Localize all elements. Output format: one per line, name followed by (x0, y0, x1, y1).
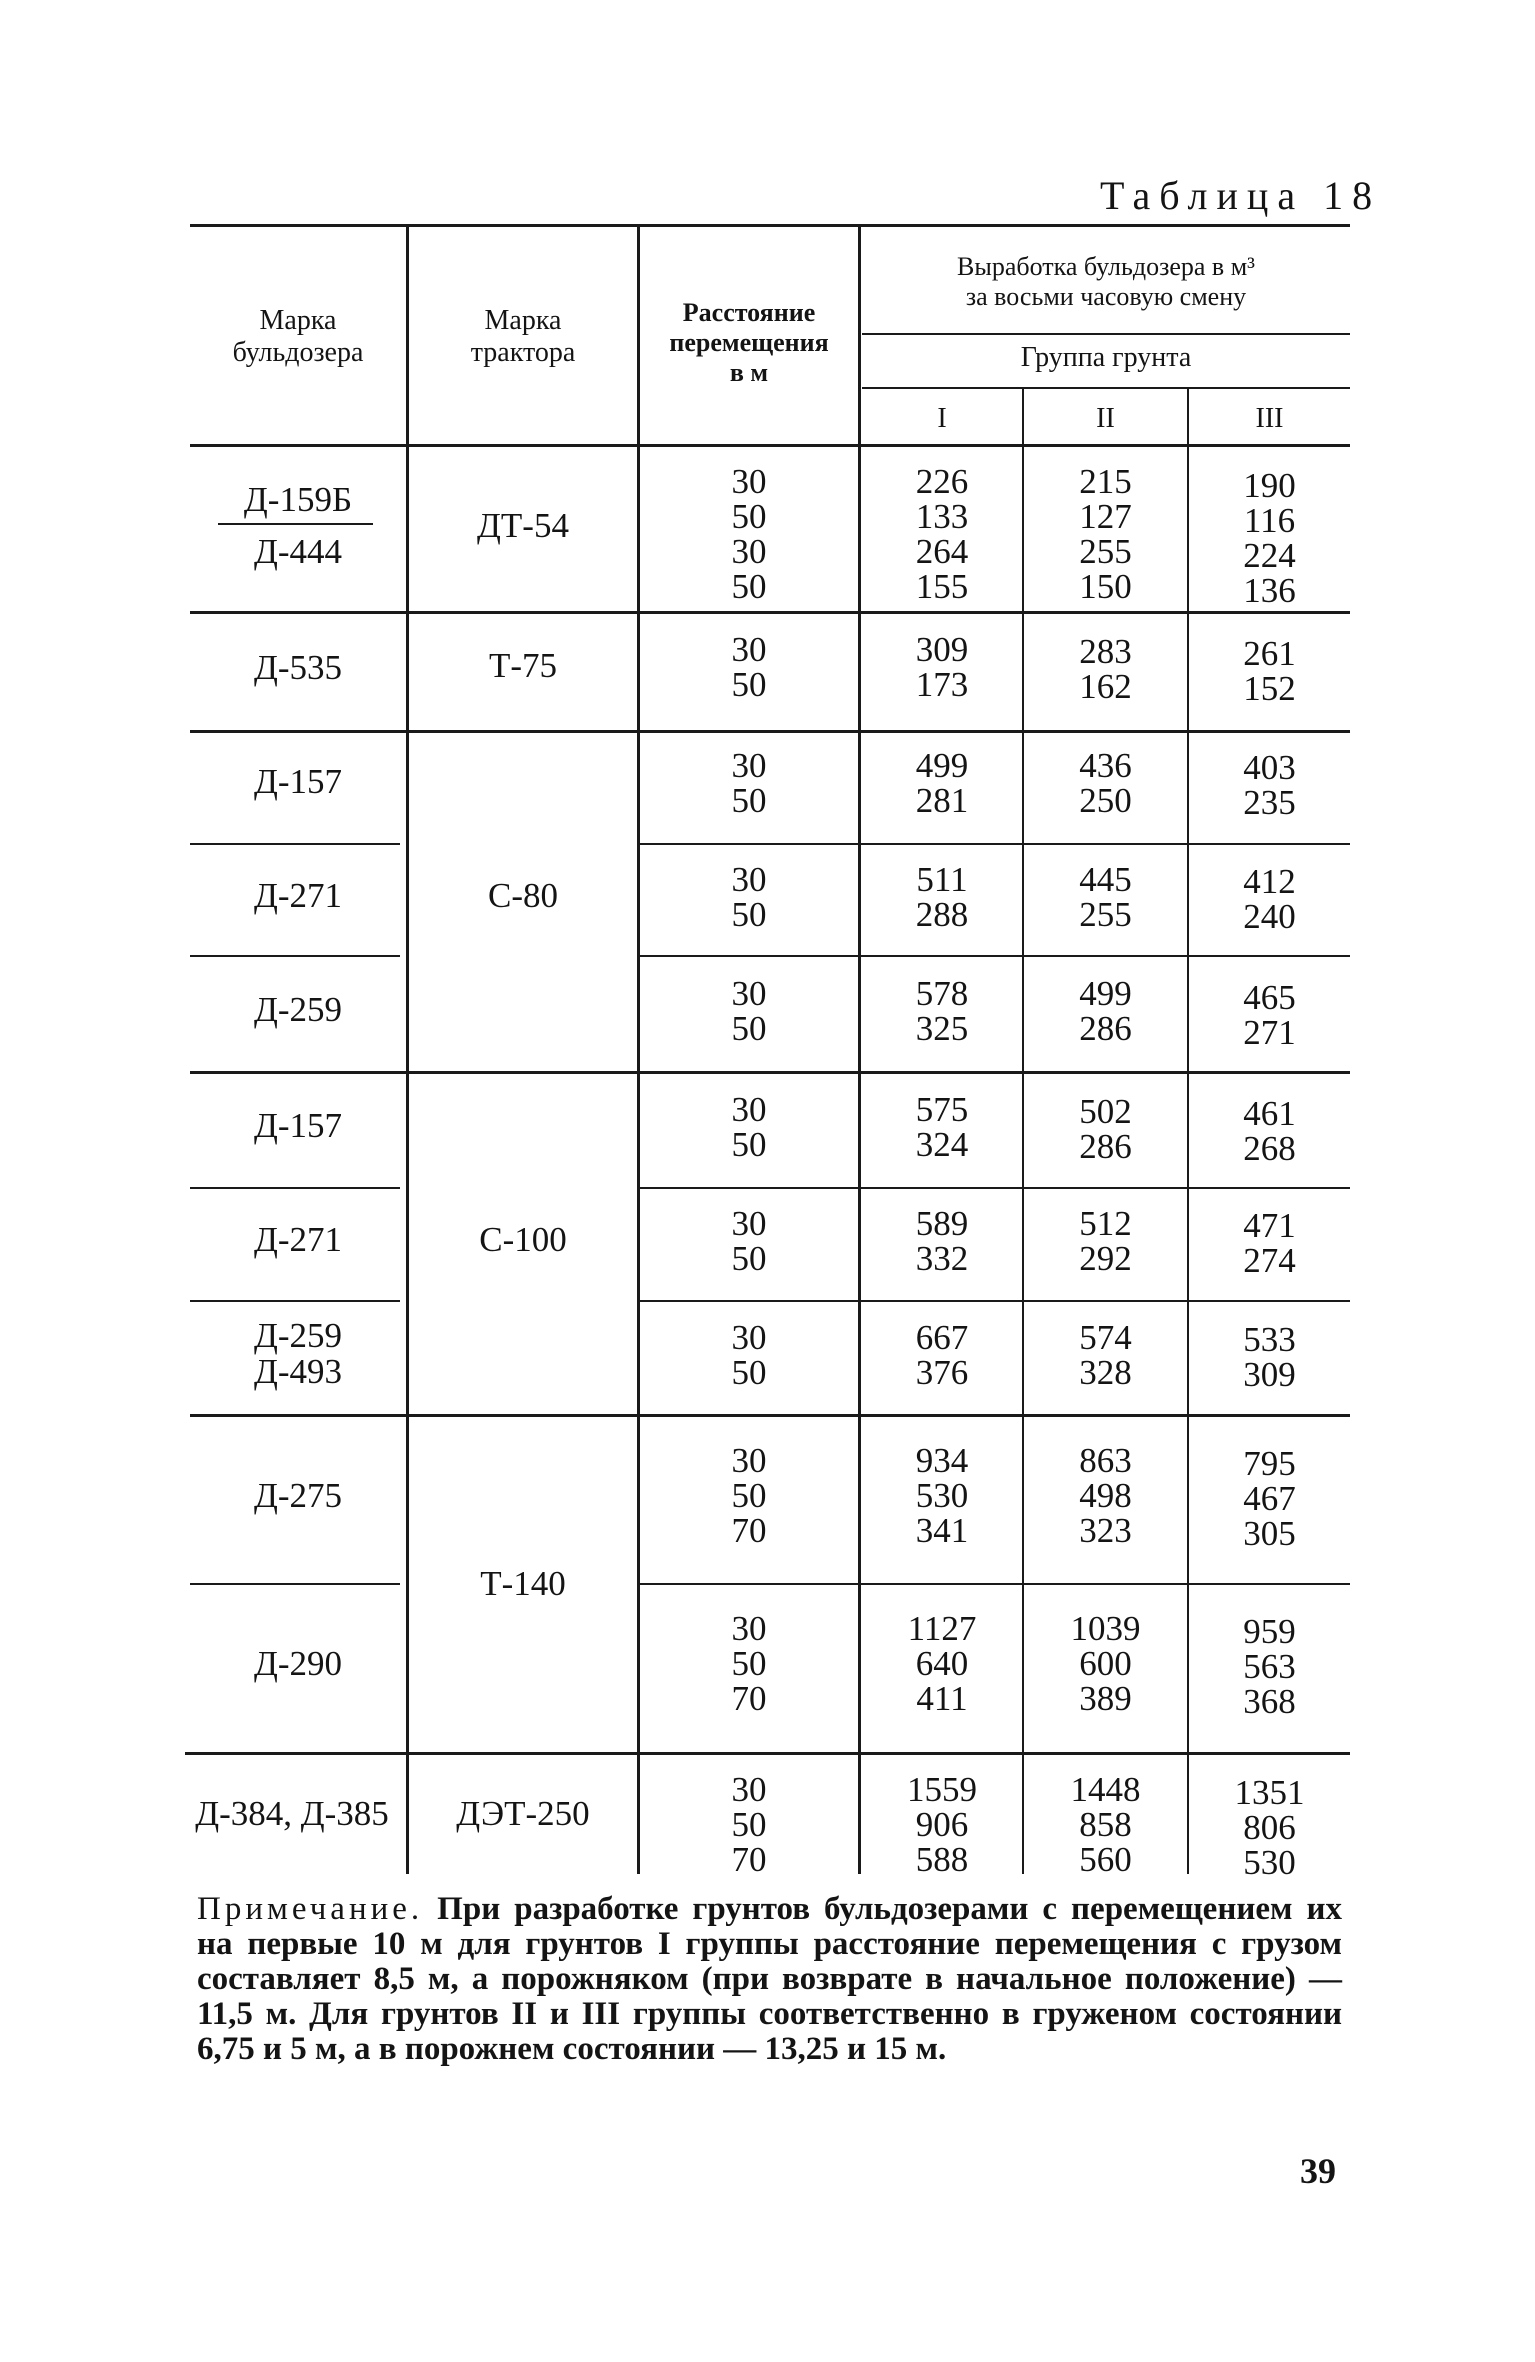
bulldozer-cell: Д-157 (253, 762, 343, 801)
bulldozer-cell: Д-275 (253, 1476, 343, 1515)
page-number: 39 (1300, 2151, 1336, 2191)
distance-cell: 30 50 (731, 1318, 767, 1392)
row-rule (185, 1752, 1350, 1755)
group-i-cell: 578 325 (915, 974, 969, 1048)
bulldozer-cell: Д-271 (253, 1220, 343, 1259)
row-rule (640, 843, 1350, 845)
distance-cell: 30 50 (731, 974, 767, 1048)
group-iii-cell: 465 271 (1243, 978, 1296, 1052)
tractor-cell: ДЭТ-250 (456, 1794, 590, 1833)
group-iii-cell: 190 116 224 136 (1243, 466, 1296, 610)
row-rule (190, 843, 400, 845)
distance-cell: 30 50 70 (731, 1441, 767, 1550)
tractor-cell: ДТ-54 (477, 506, 569, 545)
output-header-rule (862, 333, 1350, 335)
group-ii-cell: 502 286 (1079, 1092, 1132, 1166)
row-rule (190, 955, 400, 957)
tractor-header: Марка трактора (470, 305, 576, 368)
bulldozer-cell: Д-157 (253, 1106, 343, 1145)
column-rule (406, 226, 409, 1874)
group-ii-cell: 1039 600 389 (1070, 1609, 1141, 1718)
bulldozer-header: Марка бульдозера (232, 305, 364, 368)
bulldozer-cell: Д-259 (253, 990, 343, 1029)
soil-group-header: Группа грунта (1020, 342, 1192, 373)
group-i-cell: 934 530 341 (915, 1441, 969, 1550)
row-rule (640, 1187, 1350, 1189)
note-label: Примечание. (197, 1891, 424, 1927)
group-ii-cell: 445 255 (1079, 860, 1132, 934)
group-iii-header: III (1255, 403, 1284, 434)
group-ii-cell: 863 498 323 (1079, 1441, 1132, 1550)
group-i-cell: 589 332 (915, 1204, 969, 1278)
group-ii-cell: 436 250 (1079, 746, 1132, 820)
table-top-rule (190, 224, 1350, 227)
group-i-cell: 575 324 (915, 1090, 969, 1164)
group-i-cell: 1127 640 411 (907, 1609, 977, 1718)
distance-cell: 30 50 (731, 746, 767, 820)
group-i-header: I (937, 403, 947, 434)
row-rule (640, 955, 1350, 957)
group-ii-cell: 283 162 (1079, 632, 1132, 706)
output-header: Выработка бульдозера в м³ за восьми часовую смену (957, 252, 1255, 311)
note-text: При разработке грунтов бульдозерами с перемещением их на первые 10 м для грунтов I группы расстояние перемещения с грузом составляет 8,5 м, а порожняком (при возврате в начальное положение) — 11,5 м. Для грунтов II и III группы соответственно в груженом состоянии 6,75 и 5 м, а в порожнем состоянии — 13,25 и 15 м. (197, 1891, 1342, 2067)
group-iii-cell: 533 309 (1243, 1320, 1296, 1394)
distance-cell: 30 50 70 (731, 1609, 767, 1718)
tractor-cell: С-100 (479, 1220, 567, 1259)
row-rule (640, 1583, 1350, 1585)
row-rule (190, 730, 1350, 733)
group-iii-cell: 412 240 (1243, 862, 1296, 936)
group-i-cell: 226 133 264 155 (915, 462, 969, 606)
group-iii-cell: 471 274 (1243, 1206, 1296, 1280)
distance-cell: 30 50 (731, 1090, 767, 1164)
bulldozer-cell: Д-159Б (243, 480, 353, 519)
bulldozer-cell: Д-259 Д-493 (253, 1316, 343, 1391)
group-iii-cell: 261 152 (1243, 634, 1296, 708)
group-ii-cell: 1448 858 560 (1070, 1770, 1141, 1879)
table-note (197, 1892, 1342, 2067)
bulldozer-cell: Д-535 (253, 648, 343, 687)
group-ii-cell: 499 286 (1079, 974, 1132, 1048)
soil-group-rule (862, 387, 1350, 389)
distance-cell: 30 50 (731, 860, 767, 934)
group-i-cell: 309 173 (915, 630, 969, 704)
distance-cell: 30 50 30 50 (731, 462, 767, 606)
group-i-cell: 1559 906 588 (907, 1770, 977, 1879)
group-ii-cell: 215 127 255 150 (1079, 462, 1132, 606)
bulldozer-cell: Д-290 (253, 1644, 343, 1683)
row-rule (640, 1300, 1350, 1302)
group-i-cell: 511 288 (915, 860, 969, 934)
row-rule (190, 1300, 400, 1302)
group-iii-cell: 1351 806 530 (1234, 1773, 1305, 1882)
tractor-cell: Т-140 (480, 1564, 566, 1603)
group-iii-cell: 959 563 368 (1243, 1612, 1296, 1721)
distance-cell: 30 50 (731, 1204, 767, 1278)
group-i-cell: 499 281 (915, 746, 969, 820)
distance-header: Расстояние перемещения в м (669, 298, 829, 387)
bulldozer-cell: Д-271 (253, 876, 343, 915)
group-ii-cell: 512 292 (1079, 1204, 1132, 1278)
row-rule (190, 1071, 1350, 1074)
row-rule (190, 1414, 1350, 1417)
group-iii-cell: 461 268 (1243, 1094, 1296, 1168)
tractor-cell: Т-75 (488, 646, 558, 685)
group-i-cell: 667 376 (915, 1318, 969, 1392)
group-ii-header: II (1096, 403, 1115, 434)
group-iii-cell: 403 235 (1243, 748, 1296, 822)
header-bottom-rule (190, 444, 1350, 447)
fraction-bar (218, 523, 373, 525)
group-iii-cell: 795 467 305 (1243, 1444, 1296, 1553)
column-rule (858, 226, 861, 1874)
distance-cell: 30 50 70 (731, 1770, 767, 1879)
row-rule (190, 1187, 400, 1189)
distance-cell: 30 50 (731, 630, 767, 704)
bulldozer-cell: Д-444 (253, 532, 343, 571)
tractor-cell: С-80 (488, 876, 558, 915)
row-rule (190, 611, 1350, 614)
group-ii-cell: 574 328 (1079, 1318, 1132, 1392)
bulldozer-cell: Д-384, Д-385 (195, 1794, 389, 1833)
row-rule (190, 1583, 400, 1585)
table-title: Таблица 18 (1100, 173, 1382, 218)
